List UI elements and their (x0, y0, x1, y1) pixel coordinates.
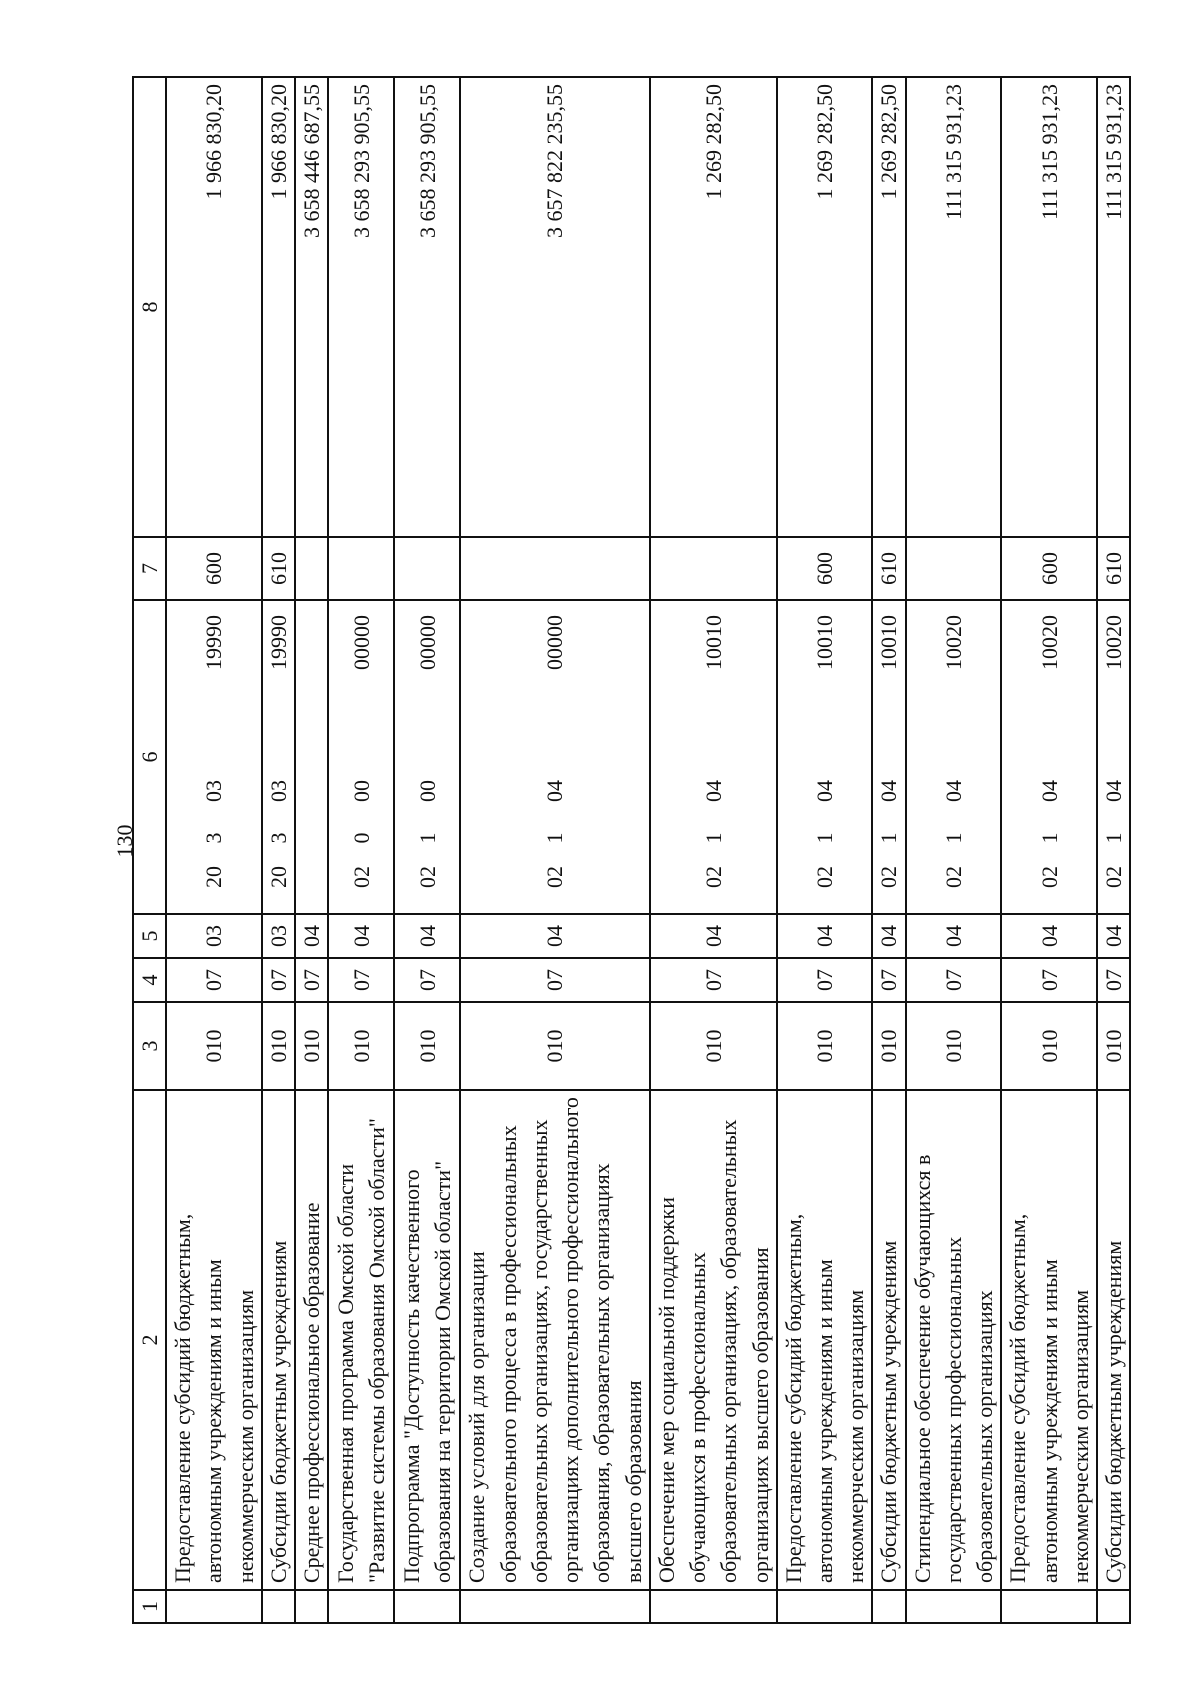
section-code-cell: 07 (295, 958, 328, 1002)
direction-code: 10020 (1036, 615, 1062, 670)
subsection-code-cell: 03 (262, 914, 295, 958)
program-code: 02 (1036, 866, 1062, 888)
subsection-code-cell: 04 (328, 914, 394, 958)
amount-cell: 111 315 931,23 (1001, 77, 1097, 537)
section-code-cell: 07 (328, 958, 394, 1002)
header-cell: 7 (133, 537, 166, 600)
expense-name-cell: Субсидии бюджетным учреждениям (872, 1090, 905, 1590)
budget-table (132, 76, 1131, 1624)
section-code-cell: 07 (906, 958, 1002, 1002)
table-row (460, 77, 649, 1623)
ministry-code-cell: 010 (394, 1002, 460, 1090)
target-item-cell (295, 600, 328, 914)
header-cell: 5 (133, 914, 166, 958)
amount-cell: 3 657 822 235,55 (460, 77, 649, 537)
row-number-cell (906, 1590, 1002, 1623)
amount-cell: 3 658 293 905,55 (328, 77, 394, 537)
rotated-table-wrapper (132, 78, 1127, 1624)
table-row (328, 77, 394, 1623)
section-code-cell: 07 (1097, 958, 1130, 1002)
header-cell: 3 (133, 1002, 166, 1090)
section-code-cell: 07 (650, 958, 777, 1002)
direction-code: 00000 (414, 615, 440, 670)
direction-code: 00000 (348, 615, 374, 670)
section-code-cell: 07 (262, 958, 295, 1002)
target-item-cell (262, 600, 295, 914)
activity-code: 04 (876, 780, 902, 802)
activity-code: 04 (940, 780, 966, 802)
expense-name-cell: Обеспечение мер социальной поддержки обучающихся в профессиональных образовательных организациях, образовательных организациях высшего образования (650, 1090, 777, 1590)
subsection-code-cell: 04 (906, 914, 1002, 958)
expense-type-cell: 600 (777, 537, 873, 600)
table-row (262, 77, 295, 1623)
target-item-cell (777, 600, 873, 914)
direction-code: 10010 (811, 615, 837, 670)
direction-code: 19990 (265, 615, 291, 670)
ministry-code-cell: 010 (872, 1002, 905, 1090)
header-cell: 4 (133, 958, 166, 1002)
table-row (777, 77, 873, 1623)
expense-name-cell: Предоставление субсидий бюджетным, автономным учреждениям и иным некоммерческим организациям (777, 1090, 873, 1590)
section-code-cell: 07 (1001, 958, 1097, 1002)
program-code: 02 (542, 866, 568, 888)
header-cell: 6 (133, 600, 166, 914)
row-number-cell (295, 1590, 328, 1623)
expense-name-cell: Среднее профессиональное образование (295, 1090, 328, 1590)
row-number-cell (650, 1590, 777, 1623)
table-row (1001, 77, 1097, 1623)
expense-name-cell: Субсидии бюджетным учреждениям (262, 1090, 295, 1590)
ministry-code-cell: 010 (166, 1002, 262, 1090)
program-code: 02 (876, 866, 902, 888)
expense-name-cell: Предоставление субсидий бюджетным, автономным учреждениям и иным некоммерческим организациям (1001, 1090, 1097, 1590)
amount-cell: 111 315 931,23 (1097, 77, 1130, 537)
subprogram-code: 1 (1036, 832, 1062, 844)
expense-name-cell: Создание условий для организации образовательного процесса в профессиональных образовательных организациях, государственных организациях дополнительного профессионального образования, образовательных организациях высшего образования (460, 1090, 649, 1590)
header-cell: 1 (133, 1590, 166, 1623)
direction-code: 10010 (700, 615, 726, 670)
table-row (166, 77, 262, 1623)
subprogram-code: 3 (201, 832, 227, 844)
row-number-cell (1001, 1590, 1097, 1623)
direction-code: 10020 (940, 615, 966, 670)
ministry-code-cell: 010 (262, 1002, 295, 1090)
expense-type-cell (394, 537, 460, 600)
row-number-cell (394, 1590, 460, 1623)
section-code-cell: 07 (777, 958, 873, 1002)
header-cell: 8 (133, 77, 166, 537)
amount-cell: 3 658 446 687,55 (295, 77, 328, 537)
table-row (394, 77, 460, 1623)
program-code: 02 (811, 866, 837, 888)
target-item-cell (906, 600, 1002, 914)
amount-cell: 1 269 282,50 (872, 77, 905, 537)
target-item-cell (328, 600, 394, 914)
header-cell: 2 (133, 1090, 166, 1590)
expense-type-cell (328, 537, 394, 600)
expense-name-cell: Субсидии бюджетным учреждениям (1097, 1090, 1130, 1590)
subprogram-code: 1 (700, 832, 726, 844)
page-content (132, 78, 1127, 1624)
subprogram-code: 1 (414, 832, 440, 844)
expense-type-cell: 610 (262, 537, 295, 600)
expense-type-cell (906, 537, 1002, 600)
target-item-cell (394, 600, 460, 914)
expense-name-cell: Подпрограмма "Доступность качественного образования на территории Омской области" (394, 1090, 460, 1590)
ministry-code-cell: 010 (777, 1002, 873, 1090)
subprogram-code: 1 (811, 832, 837, 844)
expense-type-cell (460, 537, 649, 600)
amount-cell: 1 966 830,20 (262, 77, 295, 537)
subprogram-code: 1 (940, 832, 966, 844)
page-number: 130 (112, 824, 137, 858)
activity-code: 04 (811, 780, 837, 802)
target-item-cell (1001, 600, 1097, 914)
target-item-cell (166, 600, 262, 914)
amount-cell: 1 269 282,50 (777, 77, 873, 537)
target-item-cell (872, 600, 905, 914)
activity-code: 04 (1101, 780, 1127, 802)
activity-code: 04 (1036, 780, 1062, 802)
table-row (872, 77, 905, 1623)
subprogram-code: 3 (265, 832, 291, 844)
subsection-code-cell: 04 (295, 914, 328, 958)
expense-type-cell (650, 537, 777, 600)
ministry-code-cell: 010 (1001, 1002, 1097, 1090)
expense-name-cell: Предоставление субсидий бюджетным, автономным учреждениям и иным некоммерческим организациям (166, 1090, 262, 1590)
direction-code: 10010 (876, 615, 902, 670)
subprogram-code: 0 (348, 832, 374, 844)
section-code-cell: 07 (872, 958, 905, 1002)
subsection-code-cell: 04 (777, 914, 873, 958)
target-item-cell (460, 600, 649, 914)
ministry-code-cell: 010 (295, 1002, 328, 1090)
amount-cell: 1 269 282,50 (650, 77, 777, 537)
subprogram-code: 1 (542, 832, 568, 844)
activity-code: 00 (348, 780, 374, 802)
direction-code: 10020 (1101, 615, 1127, 670)
row-number-cell (777, 1590, 873, 1623)
activity-code: 03 (265, 780, 291, 802)
ministry-code-cell: 010 (1097, 1002, 1130, 1090)
section-code-cell: 07 (166, 958, 262, 1002)
program-code: 02 (700, 866, 726, 888)
program-code: 20 (201, 866, 227, 888)
subprogram-code: 1 (876, 832, 902, 844)
program-code: 20 (265, 866, 291, 888)
table-row (295, 77, 328, 1623)
row-number-cell (1097, 1590, 1130, 1623)
program-code: 02 (1101, 866, 1127, 888)
subsection-code-cell: 04 (872, 914, 905, 958)
section-code-cell: 07 (394, 958, 460, 1002)
table-row (1097, 77, 1130, 1623)
ministry-code-cell: 010 (460, 1002, 649, 1090)
ministry-code-cell: 010 (328, 1002, 394, 1090)
amount-cell: 111 315 931,23 (906, 77, 1002, 537)
target-item-cell (1097, 600, 1130, 914)
table-row (906, 77, 1002, 1623)
program-code: 02 (414, 866, 440, 888)
row-number-cell (166, 1590, 262, 1623)
expense-name-cell: Государственная программа Омской области "Развитие системы образования Омской области" (328, 1090, 394, 1590)
activity-code: 00 (414, 780, 440, 802)
expense-type-cell: 610 (872, 537, 905, 600)
row-number-cell (328, 1590, 394, 1623)
ministry-code-cell: 010 (650, 1002, 777, 1090)
program-code: 02 (940, 866, 966, 888)
ministry-code-cell: 010 (906, 1002, 1002, 1090)
subsection-code-cell: 03 (166, 914, 262, 958)
row-number-cell (460, 1590, 649, 1623)
subsection-code-cell: 04 (1097, 914, 1130, 958)
expense-type-cell: 600 (1001, 537, 1097, 600)
column-number-row (133, 77, 166, 1623)
expense-type-cell: 600 (166, 537, 262, 600)
amount-cell: 3 658 293 905,55 (394, 77, 460, 537)
subsection-code-cell: 04 (1001, 914, 1097, 958)
program-code: 02 (348, 866, 374, 888)
expense-name-cell: Стипендиальное обеспечение обучающихся в государственных профессиональных образовательных организациях (906, 1090, 1002, 1590)
activity-code: 04 (700, 780, 726, 802)
row-number-cell (872, 1590, 905, 1623)
activity-code: 03 (201, 780, 227, 802)
target-item-cell (650, 600, 777, 914)
direction-code: 00000 (542, 615, 568, 670)
expense-type-cell (295, 537, 328, 600)
section-code-cell: 07 (460, 958, 649, 1002)
expense-type-cell: 610 (1097, 537, 1130, 600)
table-row (650, 77, 777, 1623)
direction-code: 19990 (201, 615, 227, 670)
activity-code: 04 (542, 780, 568, 802)
row-number-cell (262, 1590, 295, 1623)
amount-cell: 1 966 830,20 (166, 77, 262, 537)
subsection-code-cell: 04 (394, 914, 460, 958)
subsection-code-cell: 04 (650, 914, 777, 958)
subprogram-code: 1 (1101, 832, 1127, 844)
subsection-code-cell: 04 (460, 914, 649, 958)
